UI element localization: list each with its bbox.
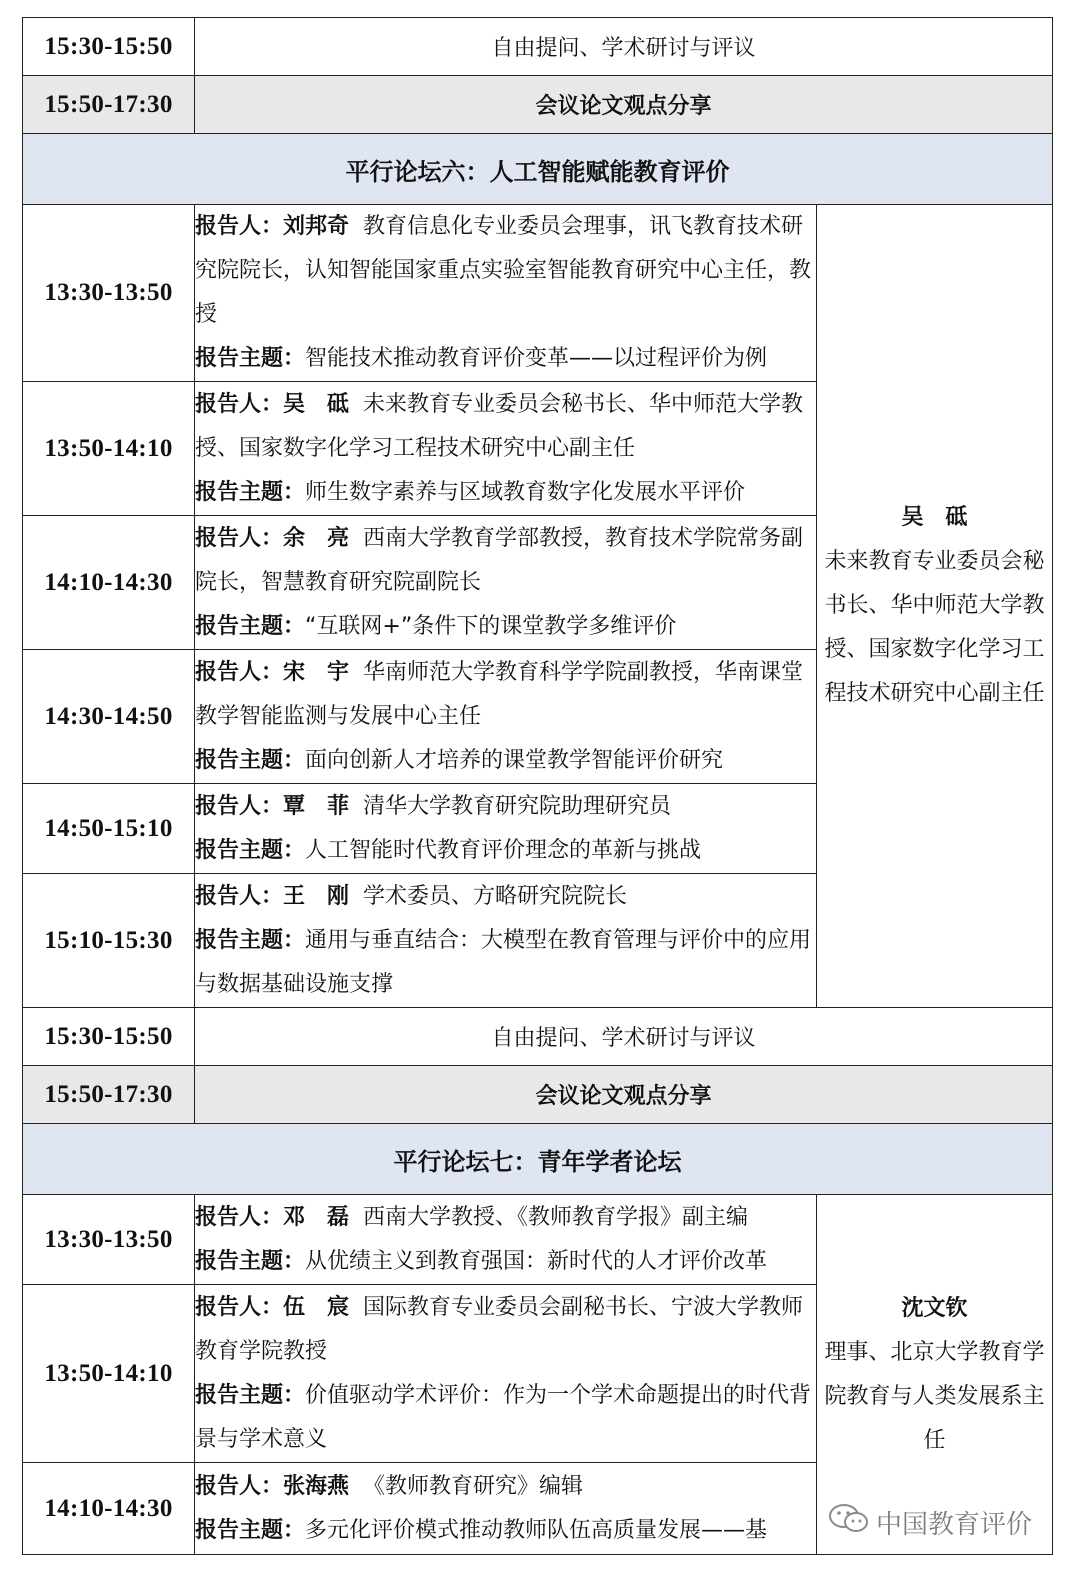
- speaker-name: 宋 宇: [283, 659, 350, 685]
- topic-label: 报告主题：: [195, 613, 306, 639]
- topic-label: 报告主题：: [195, 747, 306, 773]
- time-cell: 15:50-17:30: [23, 1066, 195, 1124]
- talk-cell: [195, 650, 817, 784]
- time-cell: 13:50-14:10: [23, 1285, 195, 1463]
- host-name: 沈文钦: [901, 1295, 968, 1321]
- speaker-desc: 国际教育专业委员会副秘书长、宁波大学教师教育学院教授: [195, 1294, 804, 1364]
- topic-text: 智能技术推动教育评价变革——以过程评价为例: [305, 346, 768, 371]
- speaker-desc: 教育信息化专业委员会理事，讯飞教育技术研究院院长，认知智能国家重点实验室智能教育研究中心主任，教授: [195, 214, 812, 327]
- topic-label: 报告主题：: [195, 927, 306, 953]
- speaker-name: 王 刚: [283, 883, 350, 909]
- speaker-name: 刘邦奇: [283, 214, 350, 239]
- topic-text: “互联网+”条件下的课堂教学多维评价: [305, 613, 677, 639]
- topic-text: 面向创新人才培养的课堂教学智能评价研究: [305, 747, 724, 773]
- host-name: 吴 砥: [901, 505, 968, 530]
- talk-cell: [195, 516, 817, 650]
- talk-cell: [195, 205, 817, 382]
- talk-cell: [195, 874, 817, 1008]
- speaker-label: 报告人：: [195, 883, 284, 909]
- free-discussion-cell: 自由提问、学术研讨与评议: [195, 18, 1053, 76]
- talk-cell: [195, 784, 817, 874]
- speaker-desc: 华南师范大学教育科学学院副教授，华南课堂教学智能监测与发展中心主任: [195, 659, 804, 729]
- topic-label: 报告主题：: [195, 479, 306, 505]
- time-cell: 15:10-15:30: [23, 874, 195, 1008]
- host-cell: [817, 205, 1053, 1008]
- speaker-name: 吴 砥: [283, 391, 350, 417]
- topic-text: 师生数字素养与区域教育数字化发展水平评价: [305, 479, 746, 505]
- speaker-label: 报告人：: [195, 1204, 284, 1230]
- time-cell: 15:50-17:30: [23, 76, 195, 134]
- talk-row: [23, 205, 1053, 382]
- topic-label: 报告主题：: [195, 1248, 306, 1274]
- watermark: [828, 1502, 1032, 1543]
- speaker-name: 邓 磊: [283, 1204, 350, 1230]
- time-cell: 15:30-15:50: [23, 1008, 195, 1066]
- time-cell: 14:10-14:30: [23, 516, 195, 650]
- forum-title: 平行论坛七：青年学者论坛: [23, 1124, 1053, 1195]
- schedule-row: [23, 18, 1053, 76]
- time-cell: 13:30-13:50: [23, 205, 195, 382]
- schedule-row: [23, 1008, 1053, 1066]
- speaker-label: 报告人：: [195, 391, 284, 417]
- speaker-label: 报告人：: [195, 1294, 284, 1320]
- speaker-label: 报告人：: [195, 525, 284, 551]
- forum-header: [23, 1124, 1053, 1195]
- speaker-desc: 学术委员、方略研究院院长: [363, 883, 628, 909]
- forum-title: 平行论坛六：人工智能赋能教育评价: [23, 134, 1053, 205]
- time-cell: 14:10-14:30: [23, 1463, 195, 1555]
- speaker-name: 伍 宸: [283, 1294, 350, 1320]
- topic-label: 报告主题：: [195, 1382, 306, 1408]
- speaker-label: 报告人：: [195, 1473, 284, 1499]
- topic-label: 报告主题：: [195, 1517, 306, 1543]
- time-cell: 13:30-13:50: [23, 1195, 195, 1285]
- forum-header: [23, 134, 1053, 205]
- speaker-desc: 清华大学教育研究院助理研究员: [363, 793, 672, 819]
- topic-label: 报告主题：: [195, 837, 306, 863]
- talk-cell: [195, 382, 817, 516]
- schedule-row: [23, 1066, 1053, 1124]
- host-cell: [817, 1195, 1053, 1555]
- topic-text: 人工智能时代教育评价理念的革新与挑战: [305, 837, 702, 863]
- speaker-label: 报告人：: [195, 659, 284, 685]
- topic-text: 通用与垂直结合：大模型在教育管理与评价中的应用与数据基础设施支撑: [195, 927, 812, 997]
- topic-text: 价值驱动学术评价：作为一个学术命题提出的时代背景与学术意义: [195, 1382, 812, 1452]
- speaker-desc: 未来教育专业委员会秘书长、华中师范大学教授、国家数字化学习工程技术研究中心副主任: [195, 391, 804, 461]
- speaker-name: 余 亮: [283, 525, 350, 551]
- speaker-name: 张海燕: [283, 1473, 350, 1499]
- talk-row: [23, 1195, 1053, 1285]
- wechat-icon: [828, 1502, 870, 1543]
- speaker-label: 报告人：: [195, 793, 284, 819]
- schedule-table: [22, 17, 1053, 1555]
- schedule-row: [23, 76, 1053, 134]
- talk-cell: [195, 1463, 817, 1555]
- host-desc: 理事、北京大学教育学院教育与人类发展系主任: [824, 1339, 1045, 1453]
- speaker-desc: 西南大学教授、《教师教育学报》副主编: [363, 1204, 749, 1230]
- time-cell: 15:30-15:50: [23, 18, 195, 76]
- speaker-desc: 《教师教育研究》编辑: [363, 1473, 584, 1499]
- speaker-label: 报告人：: [195, 214, 284, 239]
- watermark-text: 中国教育评价: [876, 1510, 1033, 1540]
- time-cell: 14:30-14:50: [23, 650, 195, 784]
- talk-cell: [195, 1195, 817, 1285]
- paper-sharing-cell: 会议论文观点分享: [195, 76, 1053, 134]
- talk-cell: [195, 1285, 817, 1463]
- paper-sharing-cell: 会议论文观点分享: [195, 1066, 1053, 1124]
- speaker-desc: 西南大学教育学部教授，教育技术学院常务副院长，智慧教育研究院副院长: [195, 525, 804, 595]
- host-desc: 未来教育专业委员会秘书长、华中师范大学教授、国家数字化学习工程技术研究中心副主任: [824, 549, 1045, 706]
- time-cell: 13:50-14:10: [23, 382, 195, 516]
- topic-text: 从优绩主义到教育强国：新时代的人才评价改革: [305, 1248, 768, 1274]
- time-cell: 14:50-15:10: [23, 784, 195, 874]
- topic-label: 报告主题：: [195, 346, 306, 371]
- speaker-name: 覃 菲: [283, 793, 350, 819]
- free-discussion-cell: 自由提问、学术研讨与评议: [195, 1008, 1053, 1066]
- topic-text: 多元化评价模式推动教师队伍高质量发展——基: [305, 1517, 768, 1543]
